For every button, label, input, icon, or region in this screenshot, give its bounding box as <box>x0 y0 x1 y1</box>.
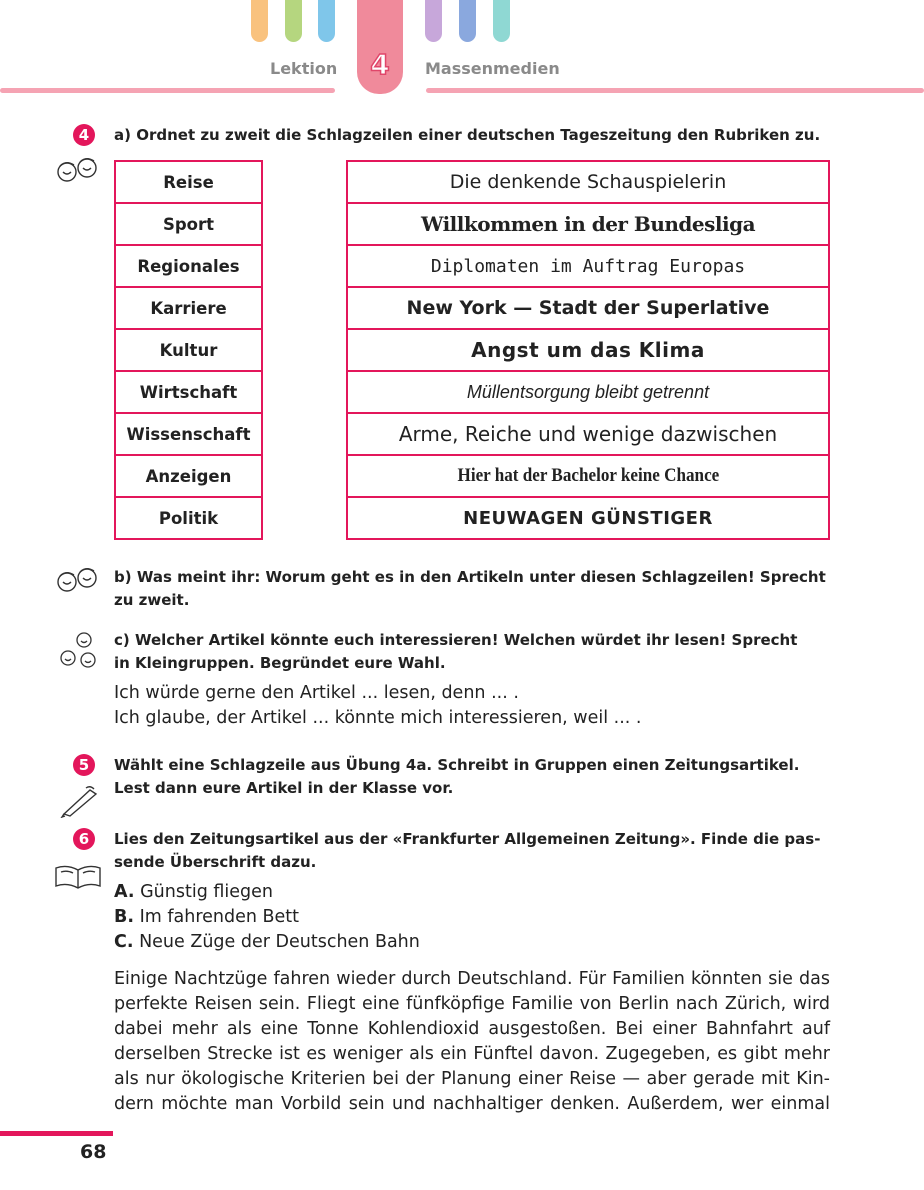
headline-text: Willkommen in der Bundesliga <box>420 212 756 236</box>
exercise-5-badge: 5 <box>73 754 95 776</box>
exercise-4-badge: 4 <box>73 124 95 146</box>
pair-work-icon <box>52 566 104 596</box>
option-a <box>114 880 273 905</box>
table-row <box>115 497 262 539</box>
header-line-right <box>426 88 924 93</box>
header-tab-green <box>285 0 302 42</box>
option-text: Günstig fliegen <box>140 882 273 902</box>
option-letter: A. <box>114 882 135 902</box>
rubrik-cell: Wissenschaft <box>115 413 262 455</box>
table-row <box>115 287 262 329</box>
reading-book-icon <box>53 862 103 890</box>
exercise-4c-line2: in Kleingruppen. Begründet eure Wahl. <box>114 654 446 672</box>
table-row <box>115 203 262 245</box>
group-work-icon <box>56 630 102 672</box>
phrase-2: Ich glaube, der Artikel ... könnte mich interessieren, weil ... . <box>114 708 642 728</box>
page-number: 68 <box>80 1141 107 1163</box>
headline-cell <box>347 287 829 329</box>
table-row <box>347 329 829 371</box>
headline-text: New York — Stadt der Superlative <box>406 297 770 319</box>
exercise-6-line2: sende Überschrift dazu. <box>114 853 317 871</box>
topic-title: Massenmedien <box>425 59 560 78</box>
table-row <box>115 245 262 287</box>
article-line: Einige Nachtzüge fahren wieder durch Deutschland. Für Familien könnten sie das <box>114 969 830 989</box>
option-text: Im fahrenden Bett <box>139 907 300 927</box>
option-c <box>114 930 420 955</box>
lektion-label: Lektion <box>270 59 338 78</box>
exercise-4b-line2: zu zweit. <box>114 591 190 609</box>
headline-text: Müllentsorgung bleibt getrennt <box>466 381 710 402</box>
option-text: Neue Züge der Deutschen Bahn <box>139 932 420 952</box>
exercise-4b-line1: b) Was meint ihr: Worum geht es in den Artikeln unter diesen Schlagzeilen! Sprecht <box>114 568 826 586</box>
option-letter: B. <box>114 907 134 927</box>
table-row <box>347 413 829 455</box>
exercise-5-line1: Wählt eine Schlagzeile aus Übung 4a. Schreibt in Gruppen einen Zeitungsartikel. <box>114 756 800 774</box>
header-tab-indigo <box>459 0 476 42</box>
table-row <box>347 245 829 287</box>
table-row <box>347 371 829 413</box>
article-line: als nur ökologische Kriterien bei der Planung einer Reise — aber gerade mit Kin- <box>114 1069 830 1089</box>
headline-cell <box>347 245 829 287</box>
article-line: dabei mehr als eine Tonne Kohlendioxid ausgestoßen. Bei einer Bahnfahrt auf <box>114 1019 830 1039</box>
table-row <box>347 287 829 329</box>
rubrik-cell: Anzeigen <box>115 455 262 497</box>
rubrik-cell: Sport <box>115 203 262 245</box>
headline-cell <box>347 413 829 455</box>
rubrik-cell: Regionales <box>115 245 262 287</box>
header-tab-teal <box>493 0 510 42</box>
headline-text: Arme, Reiche und wenige dazwischen <box>398 422 778 446</box>
table-row <box>115 329 262 371</box>
table-row <box>347 161 829 203</box>
pair-work-icon <box>52 156 104 186</box>
article-line: dern möchte man Vorbild sein und nachhaltiger denken. Außerdem, wer einmal <box>114 1094 830 1114</box>
header-tab-orange <box>251 0 268 42</box>
table-row <box>115 455 262 497</box>
table-row <box>347 455 829 497</box>
option-b <box>114 905 299 930</box>
rubrik-cell: Wirtschaft <box>115 371 262 413</box>
headline-text: Angst um das Klima <box>471 338 705 362</box>
rubrik-cell: Politik <box>115 497 262 539</box>
table-row <box>115 413 262 455</box>
exercise-6-badge: 6 <box>73 828 95 850</box>
writing-icon <box>60 784 102 818</box>
headline-cell <box>347 455 829 497</box>
headline-cell <box>347 203 829 245</box>
headline-text: Diplomaten im Auftrag Europas <box>430 255 746 277</box>
headline-cell <box>347 371 829 413</box>
article-line: derselben Strecke ist es weniger als ein Fünftel davon. Zugegeben, es gibt mehr <box>114 1044 830 1064</box>
headline-cell <box>347 329 829 371</box>
headline-text: Die denkende Schauspielerin <box>449 171 727 193</box>
exercise-4c-line1: c) Welcher Artikel könnte euch interessieren! Welchen würdet ihr lesen! Sprecht <box>114 631 798 649</box>
exercise-6-line1: Lies den Zeitungsartikel aus der «Frankfurter Allgemeinen Zeitung». Finde die pas- <box>114 830 821 848</box>
option-letter: C. <box>114 932 134 952</box>
article-line: perfekte Reisen sein. Fliegt eine fünfköpfige Familie von Berlin nach Zürich, wird <box>114 994 830 1014</box>
headline-text: Hier hat der Bachelor keine Chance <box>457 465 719 486</box>
headline-cell <box>347 497 829 539</box>
table-row <box>347 497 829 539</box>
table-row <box>115 161 262 203</box>
rubrik-cell: Reise <box>115 161 262 203</box>
rubrik-cell: Karriere <box>115 287 262 329</box>
headline-cell <box>347 161 829 203</box>
exercise-5-line2: Lest dann eure Artikel in der Klasse vor. <box>114 779 454 797</box>
lesson-number: 4 <box>370 48 390 81</box>
rubrik-cell: Kultur <box>115 329 262 371</box>
header-tab-blue <box>318 0 335 42</box>
footer-line <box>0 1131 113 1136</box>
rubrik-table <box>114 160 263 540</box>
header-line-left <box>0 88 335 93</box>
headline-table <box>346 160 830 540</box>
table-row <box>347 203 829 245</box>
header-tab-purple <box>425 0 442 42</box>
headline-text: NEUWAGEN GÜNSTIGER <box>463 507 713 529</box>
phrase-1: Ich würde gerne den Artikel ... lesen, denn ... . <box>114 683 519 703</box>
table-row <box>115 371 262 413</box>
exercise-4a-instruction: a) Ordnet zu zweit die Schlagzeilen einer deutschen Tageszeitung den Rubriken zu. <box>114 126 821 144</box>
